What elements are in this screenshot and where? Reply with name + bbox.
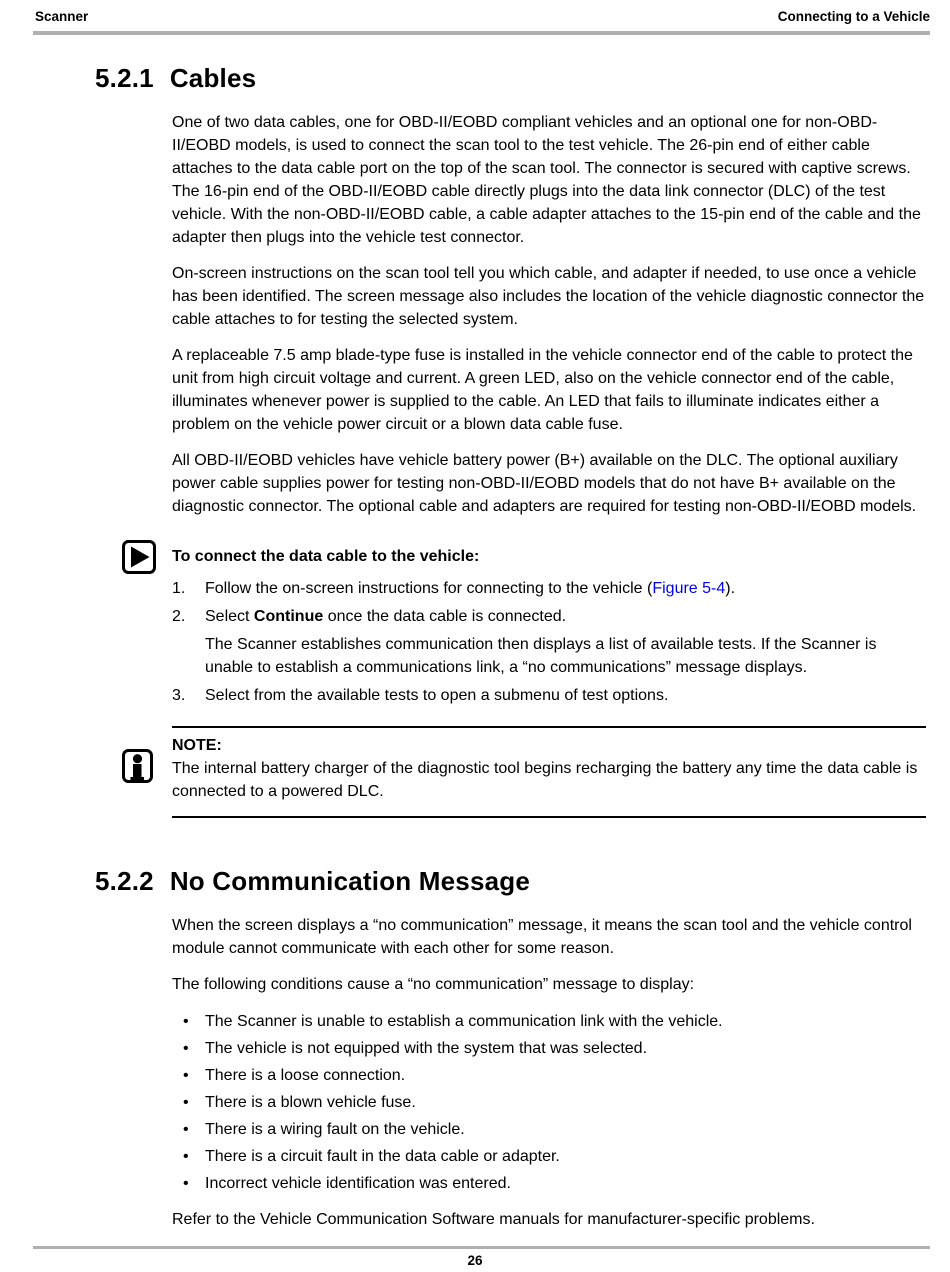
bullet-text: The vehicle is not equipped with the system that was selected. [205, 1040, 648, 1057]
paragraph-nocomm-1: When the screen displays a “no communication” message, it means the scan tool and the vehicle control module cannot communicate with each other for some reason. [172, 917, 912, 957]
header-right-title: Connecting to a Vehicle [777, 9, 930, 24]
section-number: 5.2.1 [95, 63, 154, 93]
list-item [172, 1064, 926, 1087]
paragraph-refer: Refer to the Vehicle Communication Software manuals for manufacturer-specific problems. [172, 1211, 815, 1228]
list-item [172, 1118, 926, 1141]
bullet-text: There is a circuit fault in the data cable or adapter. [205, 1148, 560, 1165]
bullet-text: There is a blown vehicle fuse. [205, 1094, 416, 1111]
bullet-text: The Scanner is unable to establish a communication link with the vehicle. [205, 1013, 723, 1030]
section-title: Cables [169, 63, 257, 93]
section-heading-521 [95, 63, 926, 94]
note-info-icon [122, 749, 153, 783]
step-number: 1. [172, 580, 186, 597]
procedure-title: To connect the data cable to the vehicle: [172, 548, 480, 565]
header-left-title: Scanner [35, 9, 89, 24]
bullet-glyph: • [183, 1094, 189, 1111]
step-text [205, 605, 926, 628]
paragraph-cables-2: On-screen instructions on the scan tool tell you which cable, and adapter if needed, to use once a vehicle has been identified. The screen message also includes the location of the vehicle diagnostic connector the cable attaches to for testing the selected system. [172, 265, 925, 328]
step-text-pre: Select [205, 608, 254, 625]
procedure-step-2 [172, 605, 926, 628]
bullet-glyph: • [183, 1121, 189, 1138]
step-number: 3. [172, 687, 186, 704]
step-2-detail: The Scanner establishes communication then displays a list of available tests. If the Scanner is unable to establish a communications link, a “no communications” message displays. [205, 636, 877, 676]
list-item [172, 1010, 926, 1033]
bullet-glyph: • [183, 1067, 189, 1084]
procedure-play-icon [122, 540, 156, 574]
list-item [172, 1037, 926, 1060]
note-text: The internal battery charger of the diagnostic tool begins recharging the battery any time the data cable is connected to a powered DLC. [172, 760, 918, 800]
step-number: 2. [172, 608, 186, 625]
step-text [205, 577, 926, 600]
step-text-post: once the data cable is connected. [323, 608, 567, 625]
paragraph-cables-1: One of two data cables, one for OBD-II/EOBD compliant vehicles and an optional one for non-OBD-II/EOBD models, is used to connect the scan tool to the test vehicle. The 26-pin end of either cable attaches to the data cable port on the top of the scan tool. The connector is secured with captive screws. The 16-pin end of the OBD-II/EOBD cable directly plugs into the data link connector (DLC) of the test vehicle. With the non-OBD-II/EOBD cable, a cable adapter attaches to the 15-pin end of the cable and the adapter then plugs into the vehicle test connector. [172, 114, 921, 246]
bullet-glyph: • [183, 1013, 189, 1030]
procedure-steps [172, 577, 926, 707]
bullet-text: There is a loose connection. [205, 1067, 406, 1084]
section-number: 5.2.2 [95, 866, 154, 896]
condition-bullet-list [172, 1010, 926, 1195]
note-block [172, 726, 926, 818]
note-label: NOTE: [172, 737, 222, 754]
bullet-glyph: • [183, 1148, 189, 1165]
paragraph-nocomm-2: The following conditions cause a “no communication” message to display: [172, 976, 695, 993]
procedure-step-1 [172, 577, 926, 600]
step-text-post: ). [725, 580, 736, 597]
section-heading-522 [95, 866, 926, 897]
bullet-text: Incorrect vehicle identification was entered. [205, 1175, 511, 1192]
list-item [172, 1172, 926, 1195]
figure-5-4-link[interactable]: Figure 5-4 [652, 580, 726, 597]
header-rule [33, 31, 930, 35]
page-header [0, 0, 950, 24]
section-title: No Communication Message [169, 866, 531, 896]
paragraph-cables-3: A replaceable 7.5 amp blade-type fuse is installed in the vehicle connector end of the cable to protect the unit from high circuit voltage and current. A green LED, also on the vehicle connector end of the cable, illuminates whenever power is supplied to the cable. An LED that fails to illuminate indicates either a problem on the vehicle power circuit or a blown data cable fuse. [172, 347, 913, 433]
step-text-pre: Follow the on-screen instructions for connecting to the vehicle ( [205, 580, 653, 597]
page-number: 26 [467, 1253, 483, 1268]
procedure-step-3 [172, 684, 926, 707]
paragraph-cables-4: All OBD-II/EOBD vehicles have vehicle battery power (B+) available on the DLC. The optional auxiliary power cable supplies power for testing non-OBD-II/EOBD models that do not have B+ available on the diagnostic connector. The optional cable and adapters are required for testing non-OBD-II/EOBD models. [172, 452, 917, 515]
procedure-block [172, 538, 926, 707]
list-item [172, 1091, 926, 1114]
bullet-glyph: • [183, 1040, 189, 1057]
bullet-text: There is a wiring fault on the vehicle. [205, 1121, 465, 1138]
list-item [172, 1145, 926, 1168]
continue-keyword: Continue [253, 608, 324, 625]
step-text: Select from the available tests to open a submenu of test options. [205, 687, 669, 704]
footer-rule [33, 1246, 930, 1249]
bullet-glyph: • [183, 1175, 189, 1192]
